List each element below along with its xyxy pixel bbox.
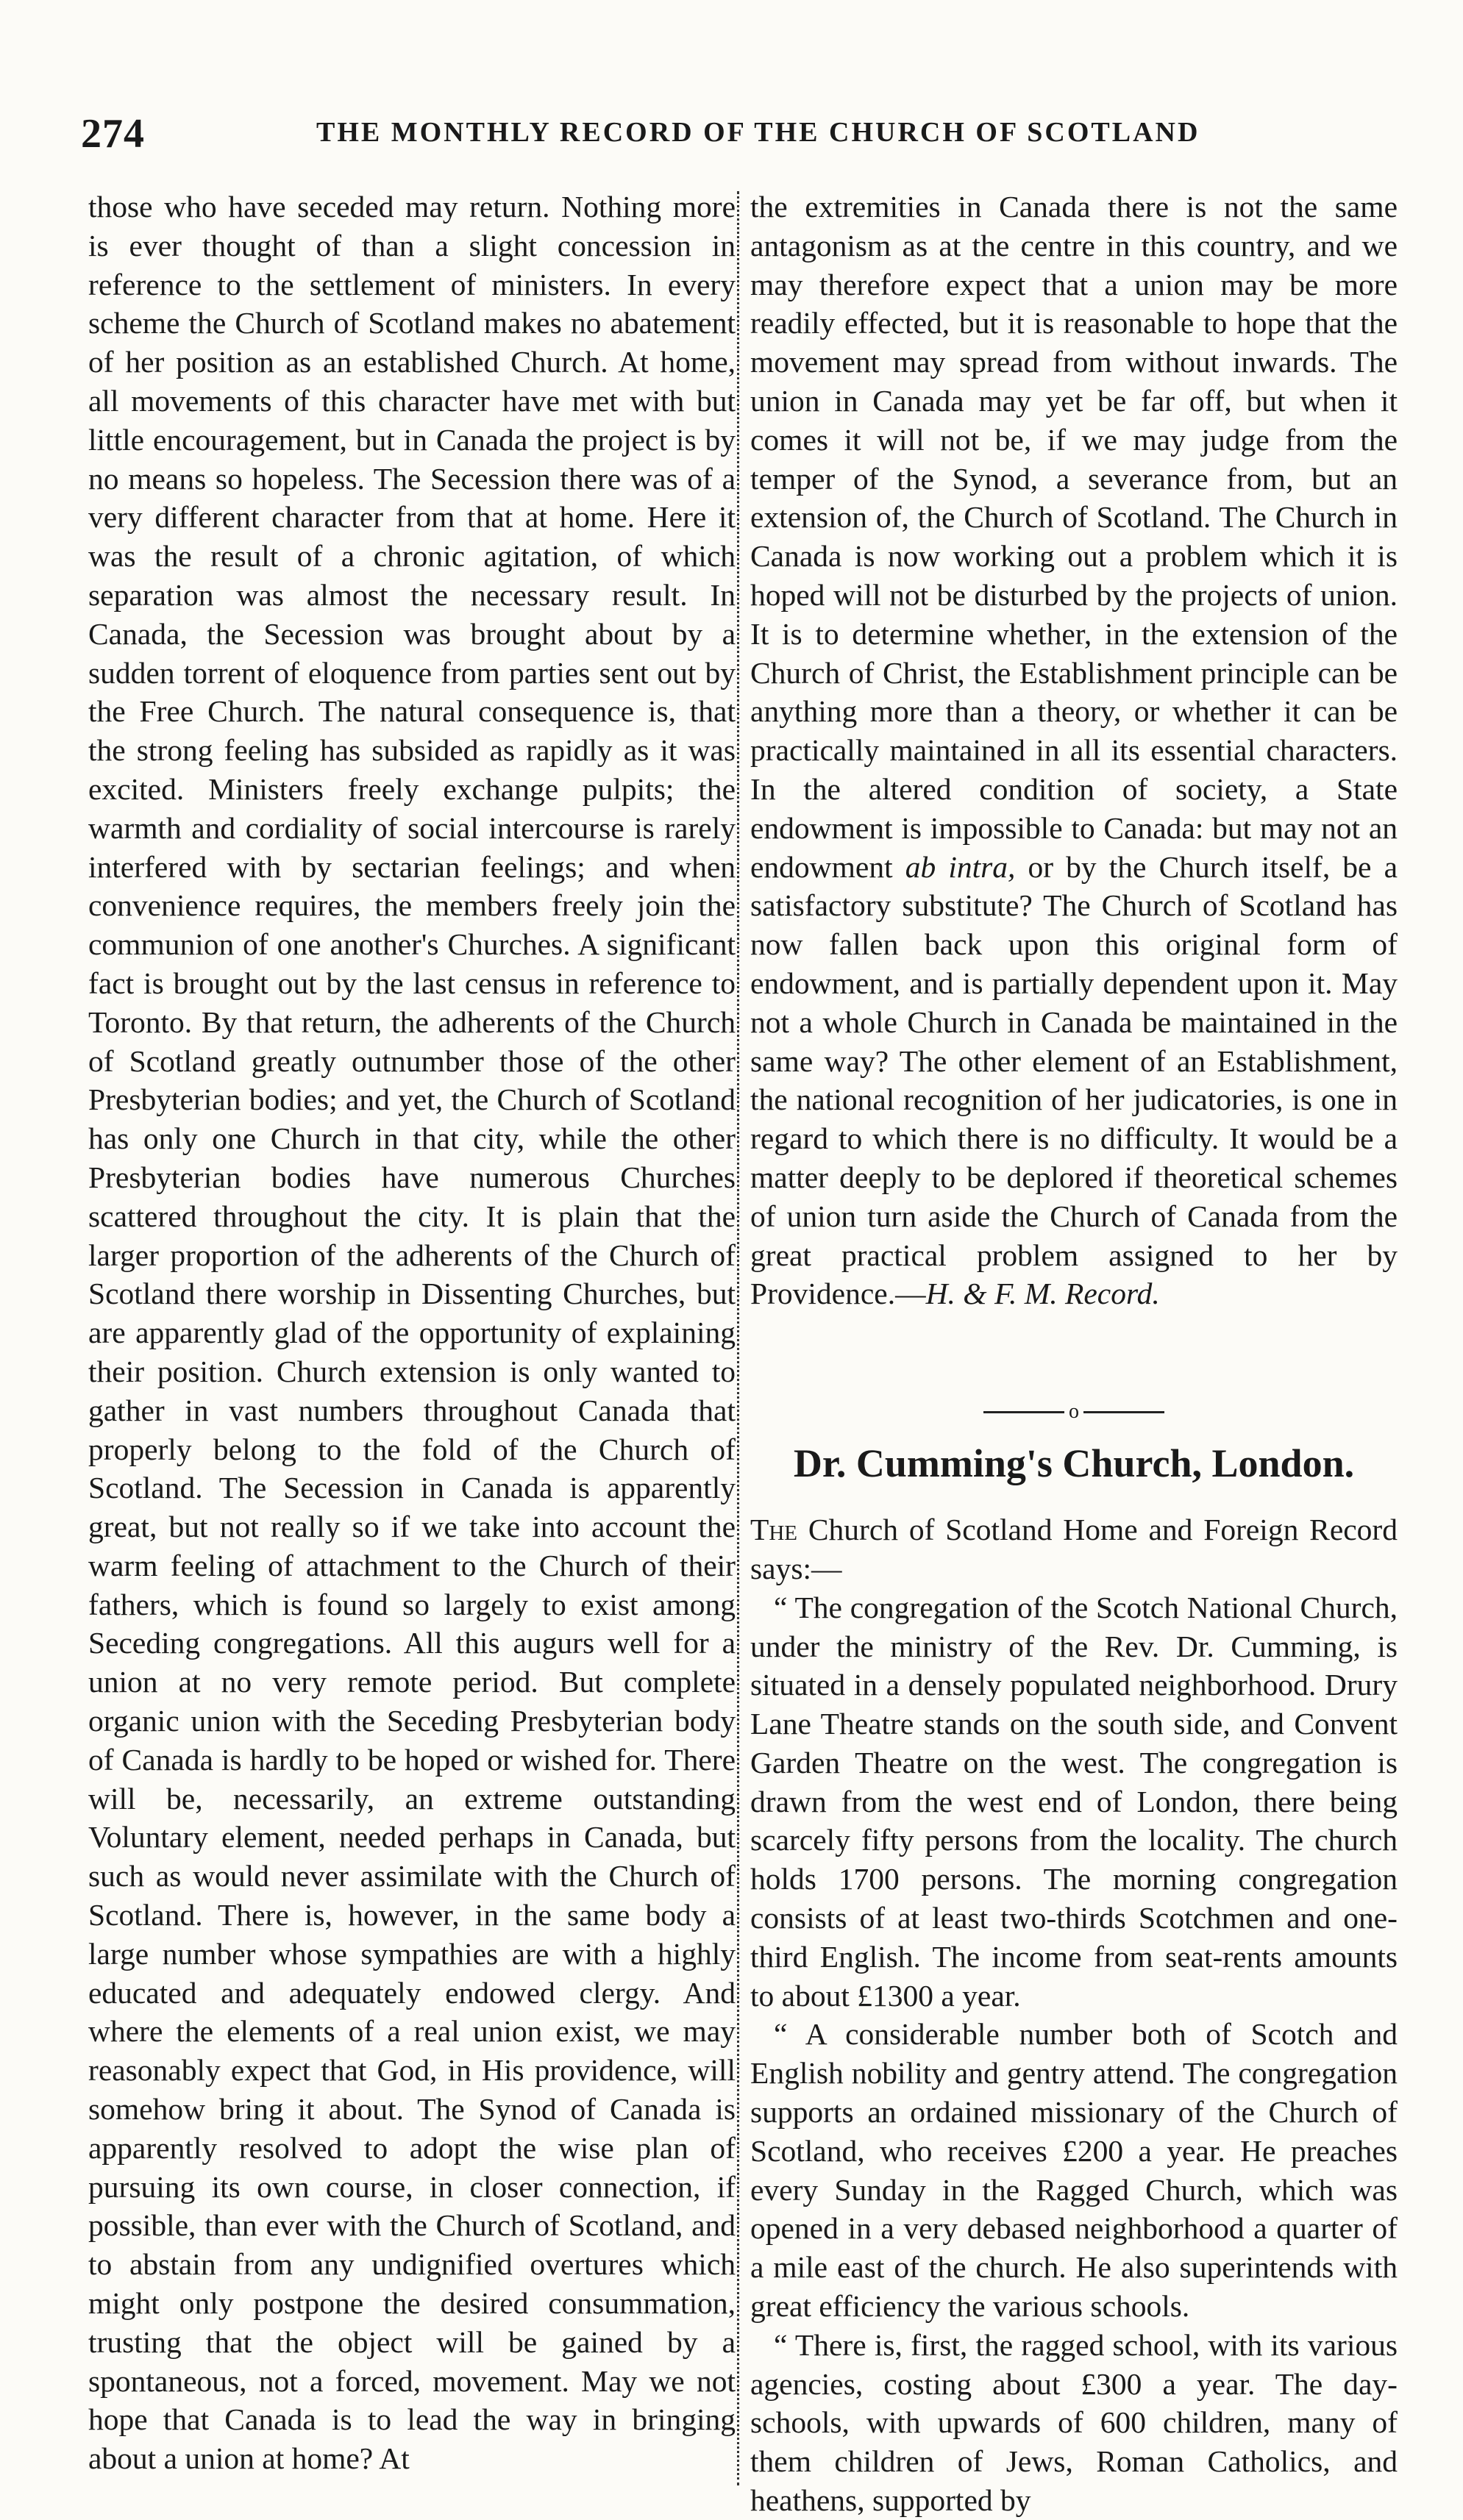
running-title: THE MONTHLY RECORD OF THE CHURCH OF SCOTLAND <box>316 117 1200 148</box>
left-paragraph: those who have seceded may return. Nothing more is ever thought of than a slight concession in reference to the settlement of ministers. In every scheme the Church of Scotland makes no abatement of her position as an established Church. At home, all movements of this character have met with but little encouragement, but in Canada the project is by no means so hopeless. The Secession there was of a very different character from that at home. Here it was the result of a chronic agitation, of which separation was almost the necessary result. In Canada, the Secession was brought about by a sudden torrent of eloquence from parties sent out by the Free Church. The natural consequence is, that the strong feeling has subsided as rapidly as it was excited. Ministers freely exchange pulpits; the warmth and cordiality of social intercourse is rarely interfered with by sectarian feelings; and when convenience requires, the members freely join the communion of one another's Churches. A significant fact is brought out by the last census in reference to Toronto. By that return, the adherents of the Church of Scotland greatly outnumber those of the other Presbyterian bodies; and yet, the Church of Scotland has only one Church in that city, while the other Presbyterian bodies have numerous Churches scattered throughout the city. It is plain that the larger proportion of the adherents of the Church of Scotland there worship in Dissenting Churches, but are apparently glad of the opportunity of explaining their position. Church extension is only wanted to gather in vast numbers throughout Canada that properly belong to the fold of the Church of Scotland. The Secession in Canada is apparently great, but not really so if we take into account the warm feeling of attachment to the Church of their fathers, which is found so largely to exist among Seceding congregations. All this augurs well for a union at no very remote period. But complete organic union with the Seceding Presbyterian body of Canada is hardly to be hoped or wished for. There will be, necessarily, an extreme outstanding Voluntary element, needed perhaps in Canada, but such as would never assimilate with the Church of Scotland. There is, however, in the same body a large number whose sympathies are with a highly educated and adequately endowed clergy. And where the elements of a real union exist, we may reasonably expect that God, in His providence, will somehow bring it about. The Synod of Canada is apparently resolved to adopt the wise plan of pursuing its own course, in closer connection, if possible, than ever with the Church of Scotland, and to abstain from any undignified overtures which might only postpone the desired consummation, trusting that the object will be gained by a spontaneous, not a forced, movement. May we not hope that Canada is to lead the way in bringing about a union at home? At <box>88 190 736 2476</box>
paragraph-text: the extremities in Canada there is not the same antagonism as at the centre in this country, and we may therefore expect that a union may be more readily effected, but it is reasonable to hope that the movement may spread from without inwards. The union in Canada may yet be far off, but when it comes it will not be, if we may judge from the temper of the Synod, a severance from, but an extension of, the Church of Scotland. The Church in Canada is now working out a problem which it is hoped will not be disturbed by the projects of union. It is to determine whether, in the extension of the Church of Christ, the Establishment principle can be anything more than a theory, or whether it can be practically maintained in all its essential characters. In the altered condition of society, a State endowment is impossible to Canada: but may not an endowment <box>750 190 1398 884</box>
right-paragraph-continuation <box>750 188 1398 1313</box>
latin-phrase: ab intra, <box>905 849 1016 884</box>
separator-line-right <box>1083 1411 1164 1413</box>
right-column <box>750 188 1398 2520</box>
separator-line-left <box>983 1411 1064 1413</box>
paragraph-text-continued: or by the Church itself, be a satisfactory substitute? The Church of Scotland has now fallen back upon this original form of endowment, and is partially dependent upon it. May not a whole Church in Canada be maintained in the same way? The other element of an Establishment, the national recognition of her judicatories, is one in regard to which there is no difficulty. It would be a matter deeply to be deplored if theoretical schemes of union turn aside the Church of Canada from the great practical problem assigned to her by Providence.— <box>750 849 1398 1311</box>
section-heading: Dr. Cumming's Church, London. <box>793 1441 1355 1486</box>
left-column <box>88 188 736 2478</box>
page-number: 274 <box>81 111 145 157</box>
quote-paragraph: “ The congregation of the Scotch National Church, under the ministry of the Rev. Dr. Cumming, is situated in a densely populated neighborhood. Drury Lane Theatre stands on the south side, and Convent Garden Theatre on the west. The congregation is drawn from the west end of London, there being scarcely fifty persons from the locality. The church holds 1700 persons. The morning congregation consists of at least two-thirds Scotchmen and one-third English. The income from seat-rents amounts to about £1300 a year. <box>750 1590 1398 2013</box>
intro-paragraph <box>750 1510 1398 1588</box>
separator-mark: o <box>1069 1400 1079 1424</box>
column-divider <box>737 191 739 2485</box>
section-separator <box>750 1390 1398 1424</box>
quote-paragraph: “ A considerable number both of Scotch and English nobility and gentry attend. The congregation supports an ordained missionary of the Church of Scotland, who receives £200 a year. He preaches every Sunday in the Ragged Church, which was opened in a very debased neighborhood a quarter of a mile east of the church. He also superintends with great efficiency the various schools. <box>750 2017 1398 2324</box>
intro-text: Church of Scotland Home and Foreign Record says:— <box>750 1513 1398 1585</box>
source-citation: H. & F. M. Record. <box>925 1277 1160 1311</box>
quote-paragraph: “ There is, first, the ragged school, with its various agencies, costing about £300 a year. The day-schools, with upwards of 600 children, many of them children of Jews, Roman Catholics, and heathens, supported by <box>750 2327 1398 2518</box>
page-header <box>81 110 1383 162</box>
intro-lead-word: The <box>750 1513 798 1547</box>
